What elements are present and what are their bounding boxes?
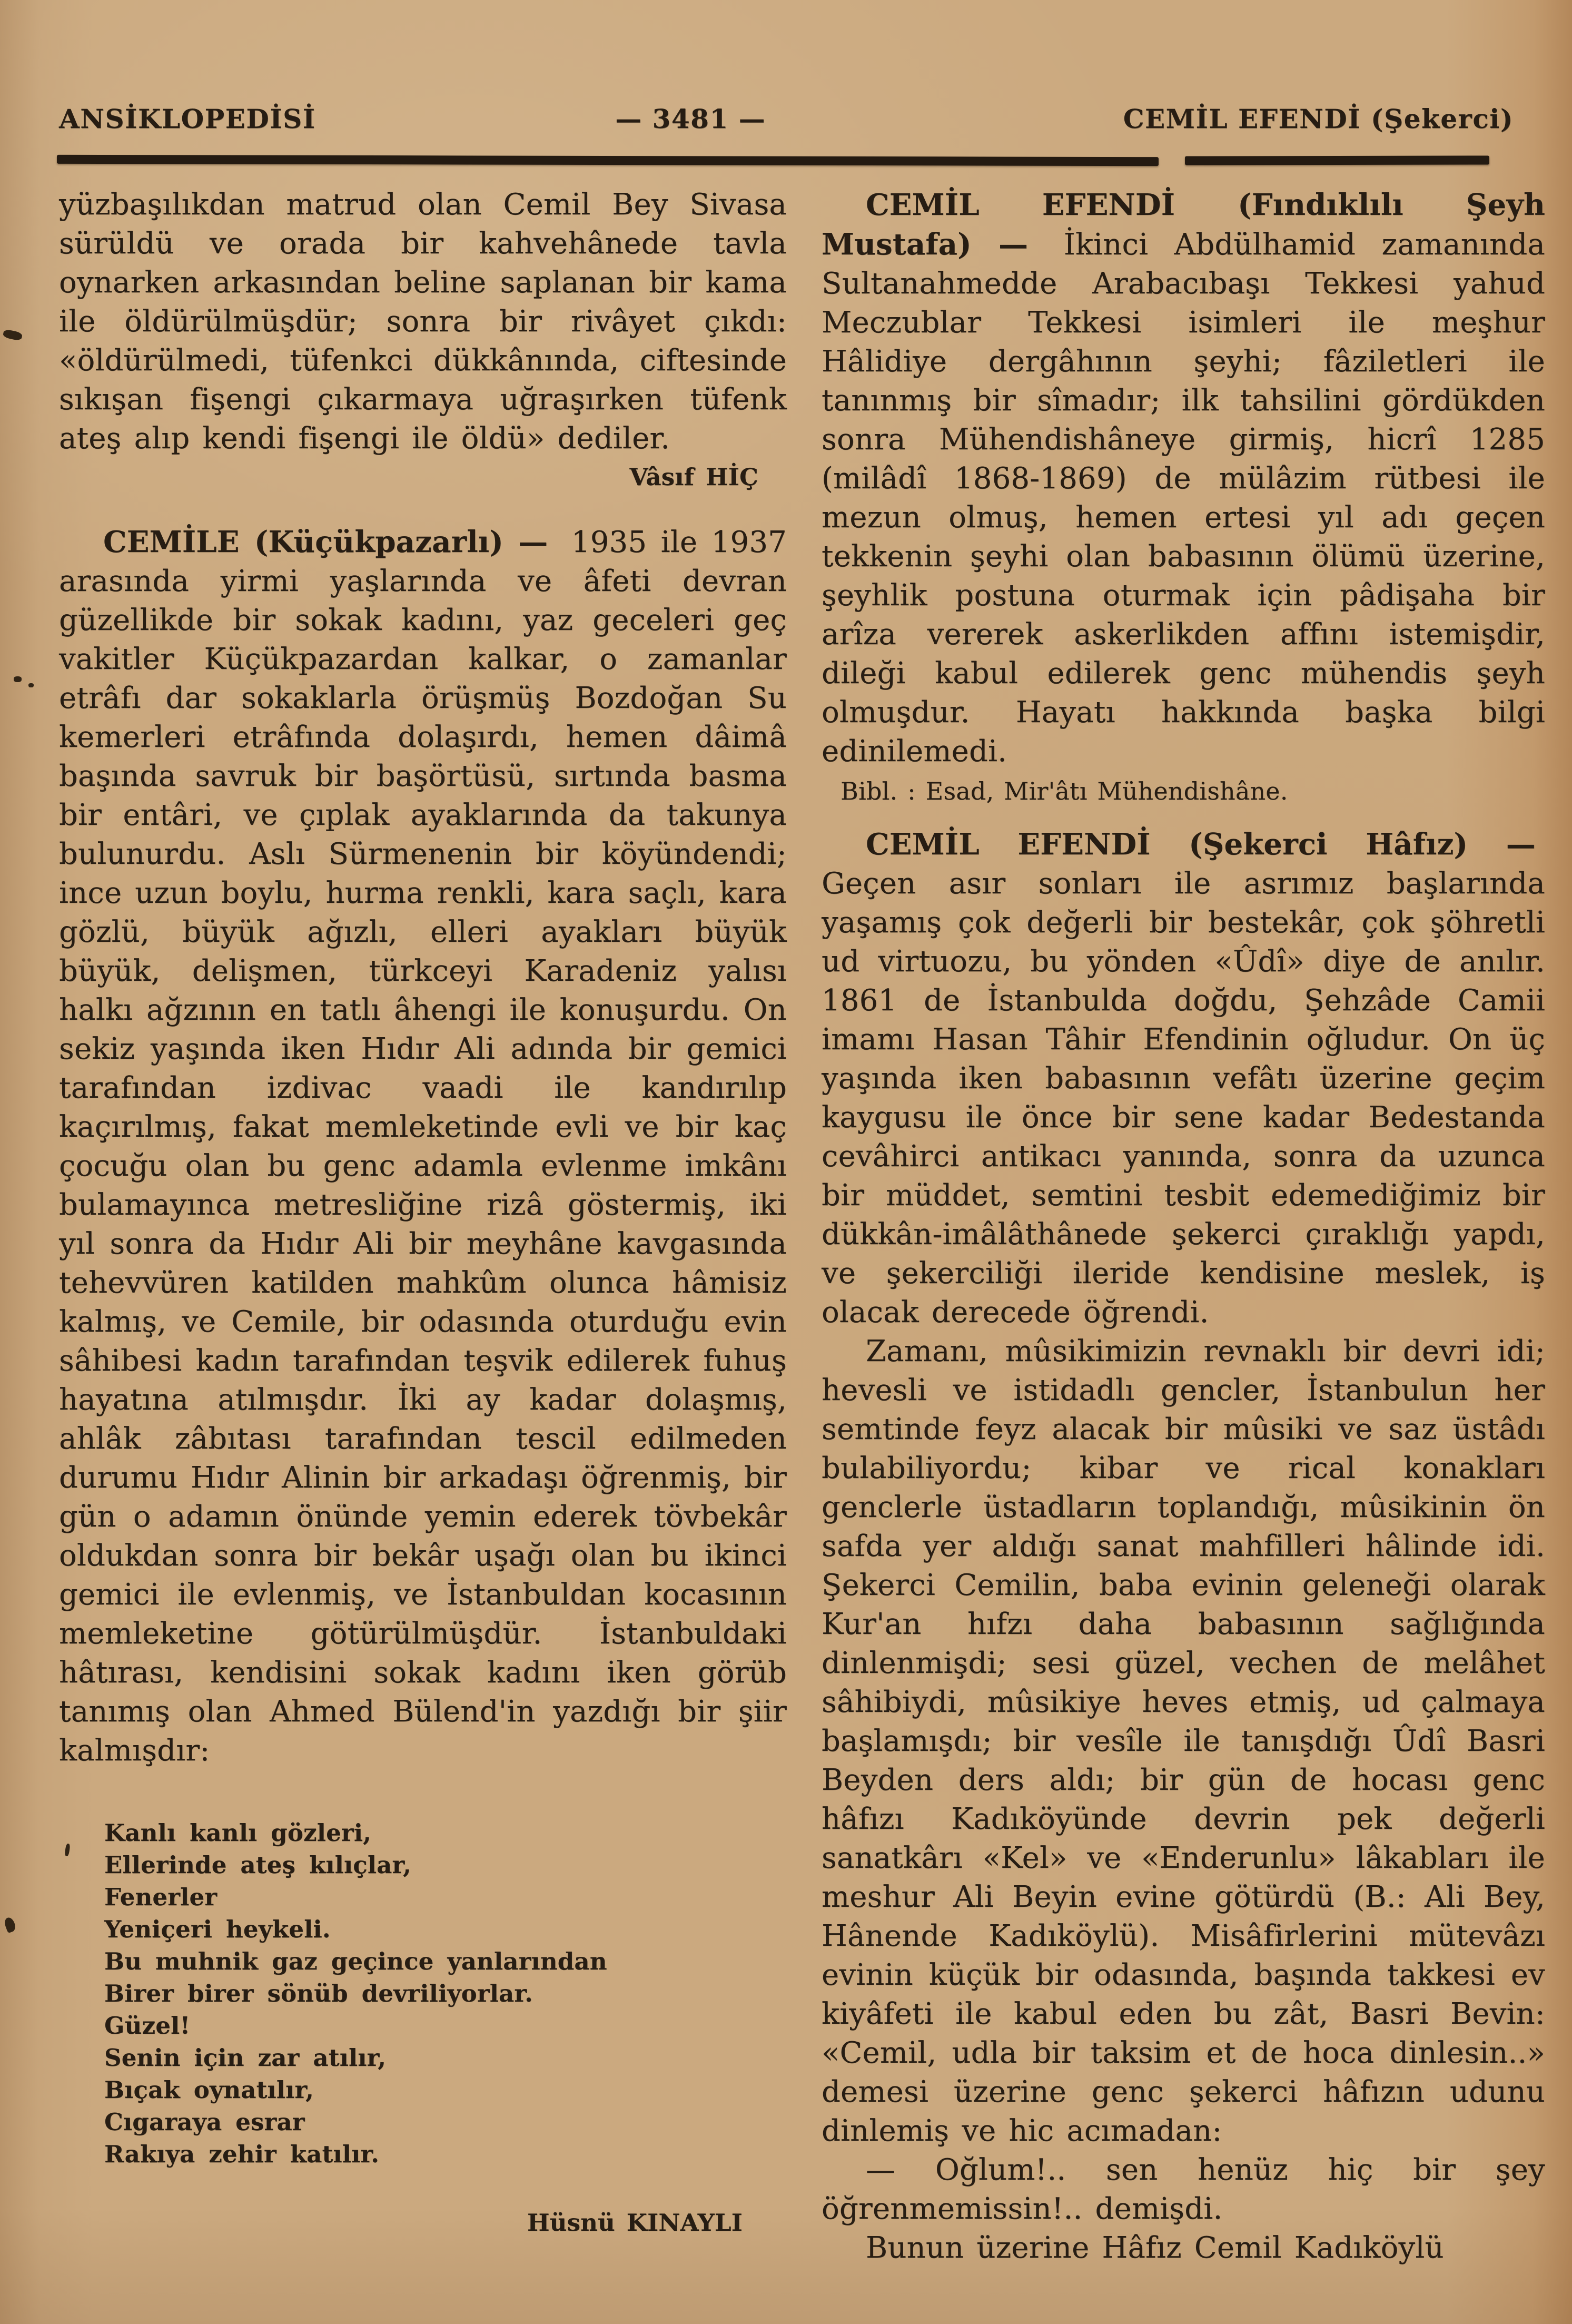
header-divider (57, 156, 1489, 165)
poem-line: Senin için zar atılır, (104, 2044, 387, 2072)
poem-line: Birer birer sönüb devriliyorlar. (104, 1980, 533, 2007)
running-title: ANSİKLOPEDİSİ (59, 103, 316, 134)
poem-line: Bu muhnik gaz geçince yanlarından (104, 1947, 607, 1975)
poem-line: Yeniçeri heykeli. (104, 1915, 331, 1943)
divider-segment-right (1185, 155, 1489, 165)
entry-cemil-findiklili-body: İkinci Abdülhamid zamanında Sultanahmedde Arabacıbaşı Tekkesi yahud Meczublar Tekkesi isimleri ile meşhur Hâlidiye dergâhının şeyhi; fâziletleri ile tanınmış bir sîmadır; ilk tahsilini gördükden sonra Mühendishâneye girmiş, hicrî 1285 (milâdî 1868-1869) de mülâzim rütbesi ile mezun olmuş, hemen ertesi yıl adı geçen tekkenin şeyhi olan babasının ölümü üzerine, şeyhlik postuna oturmak için pâdişaha bir arîza vererek askerlikden affını istemişdir, dileği kabul edilerek genc mühendis şeyh olmuşdur. Hayatı hakkında başka bilgi edinilemedi. (822, 228, 1545, 769)
entry-cemil-sekerci (822, 825, 1545, 1332)
divider-segment-left (57, 155, 1159, 166)
poem-line: Fenerler (104, 1883, 217, 1911)
ink-speck (3, 329, 23, 341)
paragraph-oglum: — Oğlum!.. sen henüz hiç bir şey öğrenmemissin!.. demişdi. (822, 2153, 1545, 2226)
poem-line: Güzel! (104, 2012, 191, 2040)
ink-speck (14, 676, 22, 682)
bibliography-line: Bibl. : Esad, Mir'âtı Mühendishâne. (841, 777, 1288, 805)
paragraph-bunun: Bunun üzerine Hâfız Cemil Kadıköylü (866, 2231, 1444, 2265)
right-column (822, 185, 1545, 2268)
entry-cemil-sekerci-title: CEMİL EFENDİ (Şekerci Hâfız) — (866, 827, 1536, 862)
entry-cemile-title: CEMİLE (Küçükpazarlı) — (103, 525, 548, 559)
running-entry-title: CEMİL EFENDİ (Şekerci) (1123, 103, 1514, 134)
poem-line: Bıçak oynatılır, (104, 2076, 314, 2104)
page-number: — 3481 — (615, 103, 766, 134)
poem (104, 1817, 787, 2170)
poem-line: Kanlı kanlı gözleri, (104, 1819, 371, 1847)
poem-line: Cıgaraya esrar (104, 2108, 305, 2136)
entry-cemil-findiklili-title: CEMİL EFENDİ (Fındıklılı Şeyh Mustafa) — (822, 188, 1545, 262)
entry-cemil-sekerci-body: Geçen asır sonları ile asrımız başlarında yaşamış çok değerli bir bestekâr, çok şöhretli ud virtuozu, bu yönden «Ûdî» diye de anılır. 1861 de İstanbulda doğdu, Şehzâde Camii imamı Hasan Tâhir Efendinin oğludur. On üç yaşında iken babasının vefâtı üzerine geçim kaygusu ile önce bir sene kadar Bedestanda cevâhirci antikacı yanında, sonra da uzunca bir müddet, semtini tesbit edemediğimiz bir dükkân-imâlâthânede şekerci çıraklığı yapdı, ve şekerciliği ileride kendisine meslek, iş olacak derecede öğrendi. (822, 866, 1545, 1330)
poem-line: Rakıya zehir katılır. (104, 2140, 380, 2168)
left-column (59, 185, 787, 2239)
author-signature-vasif: Vâsıf HİÇ (629, 463, 758, 491)
continuation-paragraph: yüzbaşılıkdan matrud olan Cemil Bey Sivasa sürüldü ve orada bir kahvehânede tavla oynarken arkasından beline saplanan bir kama ile öldürülmüşdür; sonra bir rivâyet çıkdı: «öldürülmedi, tüfenkci dükkânında, ciftesinde sıkışan fişengi çıkarmaya uğraşırken tüfenk ateş alıp kendi fişengi ile öldü» dediler. (59, 188, 787, 456)
ink-speck (28, 683, 34, 687)
ink-speck (3, 1916, 17, 1933)
paragraph-zamani: Zamanı, mûsikimizin revnaklı bir devri idi; hevesli ve istidadlı gencler, İstanbulun her semtinde feyz alacak bir mûsiki ve saz üstâdı bulabiliyordu; kibar ve rical konakları genclerle üstadların toplandığı, mûsikinin ön safda yer aldığı sanat mahfilleri hâlinde idi. Şekerci Cemilin, baba evinin geleneği olarak Kur'an hıfzı daha babasının sağlığında dinlenmişdi; sesi güzel, vechen de melâhet sâhibiydi, mûsikiye heves etmiş, ud çalmaya başlamışdı; bir vesîle ile tanışdığı Ûdî Basri Beyden ders aldı; bir gün de hocası genc hâfızı Kadıköyünde devrin pek değerli sanatkârı «Kel» ve «Enderunlu» lâkabları ile meshur Ali Beyin evine götürdü (B.: Ali Bey, Hânende Kadıköylü). Misâfirlerini mütevâzı evinin küçük bir odasında, başında takkesi ev kiyâfeti ile kabul eden bu zât, Basri Bevin: «Cemil, udla bir taksim et de hoca dinlesin..» demesi üzerine genc şekerci hâfızın udunu dinlemiş ve hic acımadan: (822, 1334, 1545, 2148)
page-header (59, 103, 1514, 134)
entry-cemile (59, 523, 787, 1770)
entry-cemil-findiklili (822, 185, 1545, 771)
poem-line: Ellerinde ateş kılıçlar, (104, 1851, 411, 1879)
author-signature-husnu: Hüsnü KINAYLI (527, 2209, 743, 2237)
entry-cemile-body: 1935 ile 1937 arasında yirmi yaşlarında ve âfeti devran güzellikde bir sokak kadını, yaz geceleri geç vakitler Küçükpazardan kalkar, o zamanlar etrâfı dar sokaklarla örüşmüş Bozdoğan Su kemerleri etrâfında dolaşırdı, hemen dâimâ başında savruk bir başörtüsü, sırtında basma bir entâri, ve çıplak ayaklarında da takunya bulunurdu. Aslı Sürmenenin bir köyündendi; ince uzun boylu, hurma renkli, kara saçlı, kara gözlü, büyük ağızlı, elleri ayakları büyük büyük, delişmen, türkceyi Karadeniz yalısı halkı ağzının en tatlı âhengi ile konuşurdu. On sekiz yaşında iken Hıdır Ali adında bir gemici tarafından izdivac vaadi ile kandırılıp kaçırılmış, fakat memleketinde evli ve bir kaç çocuğu olan bu genc adamla evlenme imkânı bulamayınca metresliğine rizâ göstermiş, iki yıl sonra da Hıdır Ali bir meyhâne kavgasında tehevvüren katilden mahkûm olunca hâmisiz kalmış, ve Cemile, bir odasında oturduğu evin sâhibesi kadın tarafından teşvik edilerek fuhuş hayatına atılmışdır. İki ay kadar dolaşmış, ahlâk zâbıtası tarafından tescil edilmeden durumu Hıdır Alinin bir arkadaşı öğrenmiş, bir gün o adamın önünde yemin ederek tövbekâr oldukdan sonra bir bekâr uşağı olan bu ikinci gemici ile evlenmiş, ve İstanbuldan kocasının memleketine götürülmüşdür. İstanbuldaki hâtırası, kendisini sokak kadını iken görüb tanımış olan Ahmed Bülend'in yazdığı bir şiir kalmışdır: (59, 525, 787, 1768)
